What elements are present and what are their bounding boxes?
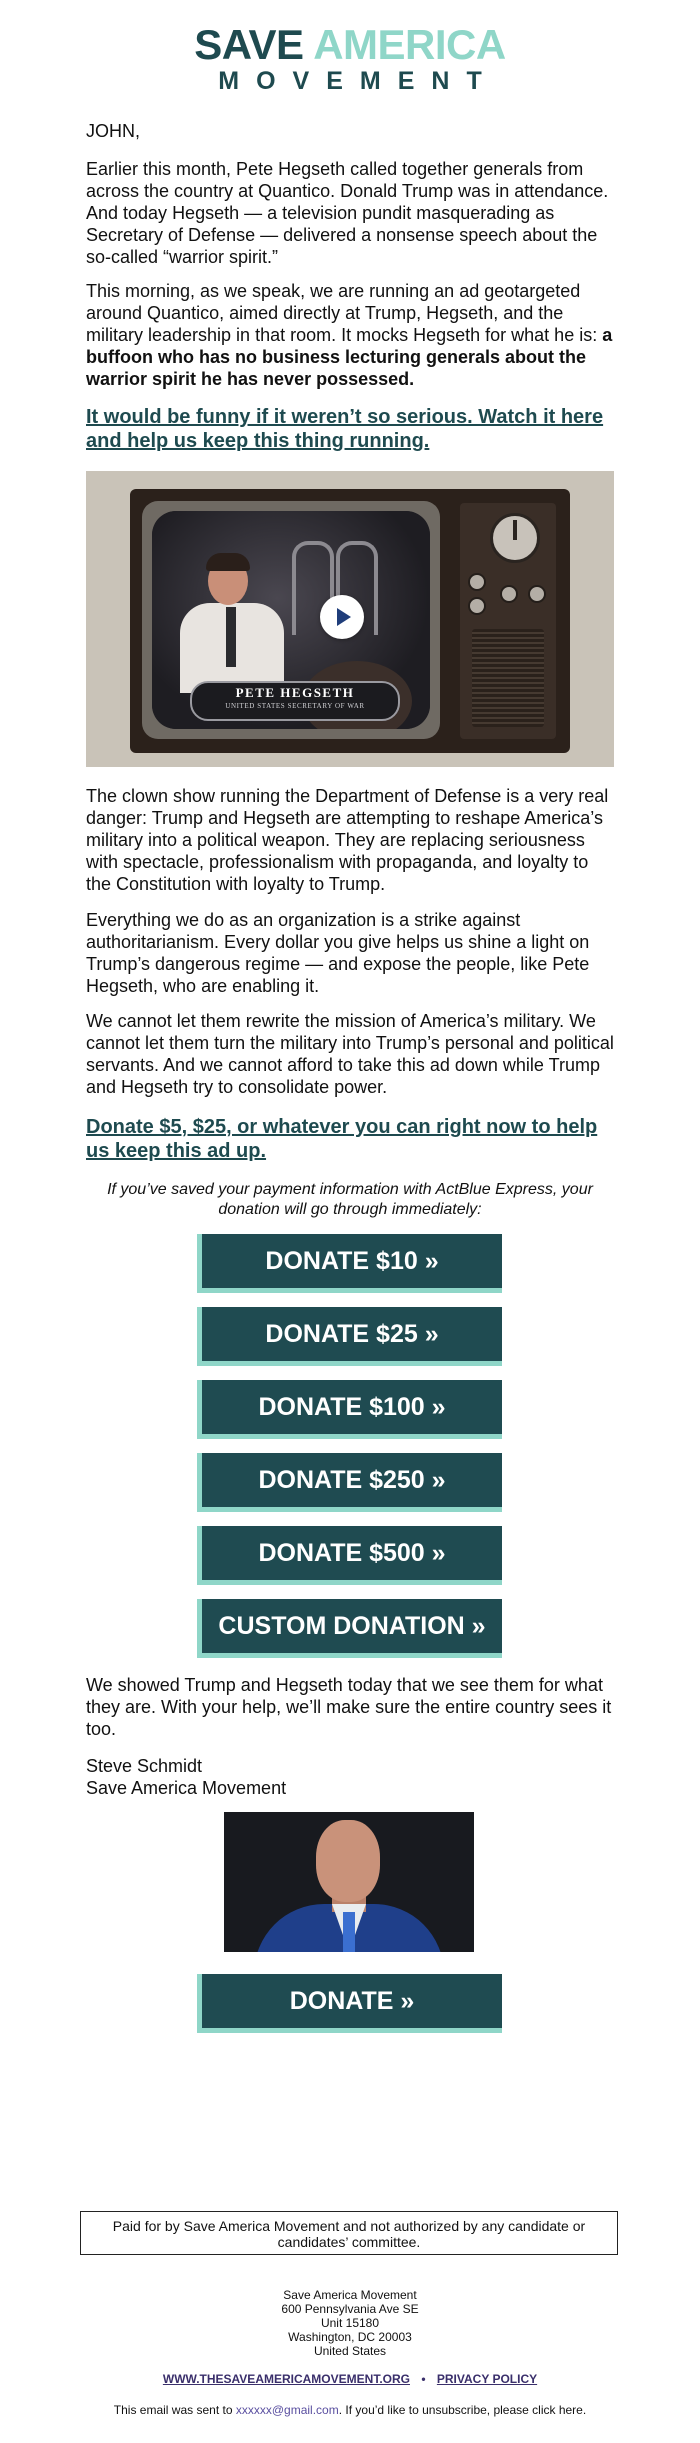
signer-portrait <box>224 1812 474 1952</box>
actblue-note: If you’ve saved your payment information with ActBlue Express, your donation will go through immediately: <box>107 1181 593 1218</box>
footer-links <box>0 2372 700 2386</box>
donate-text-link[interactable]: Donate $5, $25, or whatever you can right now to help us keep this ad up. <box>86 1116 598 1162</box>
mailing-address <box>0 2288 700 2358</box>
donate-button[interactable]: DONATE » <box>197 1974 502 2033</box>
address-line: 600 Pennsylvania Ave SE <box>281 2302 419 2316</box>
watch-link-block <box>86 405 614 453</box>
donate-25-button[interactable]: DONATE $25 » <box>197 1307 502 1366</box>
paragraph-text: This morning, as we speak, we are running an ad geotargeted around Quantico, aimed directly at Trump, Hegseth, and the military leadership in that room. It mocks Hegseth for what he is: <box>86 281 603 345</box>
address-line: Save America Movement <box>283 2288 417 2302</box>
website-link[interactable]: WWW.THESAVEAMERICAMOVEMENT.ORG <box>162 2372 410 2386</box>
greeting: JOHN, <box>86 121 140 141</box>
tv-dial-icon <box>490 513 540 563</box>
paragraph-text: Everything we do as an organization is a strike against authoritarianism. Every dollar you give helps us shine a light on Trump’s dangerous regime — and expose the people, like Pete Hegseth, who are enabling it. <box>86 910 590 996</box>
paragraph-1 <box>86 158 614 268</box>
donate-link-block <box>86 1115 614 1163</box>
greeting-block <box>86 120 614 142</box>
logo-word-america: AMERICA <box>313 21 506 68</box>
unsubscribe-notice: This email was sent to xxxxxx@gmail.com. If you’d like to unsubscribe, please click here. <box>113 2403 587 2417</box>
logo-word-movement: MOVEMENT <box>218 67 499 95</box>
donate-100-button[interactable]: DONATE $100 » <box>197 1380 502 1439</box>
recipient-email[interactable]: xxxxxx@gmail.com <box>235 2403 339 2417</box>
address-line: United States <box>313 2344 387 2358</box>
speaker-grille <box>472 629 544 727</box>
tv-screen <box>152 511 430 729</box>
privacy-policy-link[interactable]: PRIVACY POLICY <box>436 2372 538 2386</box>
watch-ad-link[interactable]: It would be funny if it weren’t so serious. Watch it here and help us keep this thing running. <box>86 406 604 452</box>
paragraph-text: Earlier this month, Pete Hegseth called together generals from across the country at Quantico. Donald Trump was in attendance. And today Hegseth — a television pundit masquerading as Secretary of Defense — delivered a nonsense speech about the so-called “warrior spirit.” <box>86 159 609 267</box>
paragraph-2 <box>86 280 614 390</box>
video-thumbnail[interactable] <box>86 471 614 767</box>
paragraph-text: We cannot let them rewrite the mission of America’s military. We cannot let them turn the military into Trump’s personal and political servants. And we cannot afford to take this ad down while Trump and Hegseth try to consolidate power. <box>86 1011 614 1097</box>
tv-control-panel <box>460 503 556 739</box>
donate-500-button[interactable]: DONATE $500 » <box>197 1526 502 1585</box>
signature <box>86 1755 614 1799</box>
signature-name: Steve Schmidt <box>86 1756 203 1776</box>
lower-third-caption <box>190 681 400 721</box>
donate-10-button[interactable]: DONATE $10 » <box>197 1234 502 1293</box>
signature-org: Save America Movement <box>86 1778 287 1798</box>
address-line: Washington, DC 20003 <box>288 2330 412 2344</box>
paragraph-text: The clown show running the Department of Defense is a very real danger: Trump and Hegseth are attempting to reshape America’s military into a political weapon. They are replacing seriousness with spectacle, professionalism with propaganda, and loyalty to the Constitution with loyalty to Trump. <box>86 786 609 894</box>
paragraph-3 <box>86 785 614 895</box>
unsubscribe-text[interactable]: . If you’d like to unsubscribe, please click here. <box>338 2403 587 2417</box>
lower-third-name: PETE HEGSETH <box>235 685 355 700</box>
paragraph-5 <box>86 1010 614 1098</box>
paragraph-text: We showed Trump and Hegseth today that we see them for what they are. With your help, we’ll make sure the entire country sees it too. <box>86 1675 612 1739</box>
brand-logo <box>0 21 700 95</box>
donate-250-button[interactable]: DONATE $250 » <box>197 1453 502 1512</box>
link-separator: • <box>421 2372 426 2386</box>
logo-word-save: SAVE <box>194 21 304 68</box>
lower-third-role: UNITED STATES SECRETARY OF WAR <box>225 702 365 710</box>
custom-donation-button[interactable]: CUSTOM DONATION » <box>197 1599 502 1658</box>
paid-for-disclaimer: Paid for by Save America Movement and not authorized by any candidate or candidates’ committee. <box>80 2211 618 2255</box>
play-icon[interactable] <box>320 595 364 639</box>
paragraph-bold-text: a buffoon who has no business lecturing generals about the warrior spirit he has never possessed. <box>86 325 613 389</box>
address-line: Unit 15180 <box>320 2316 380 2330</box>
paragraph-4 <box>86 909 614 997</box>
paragraph-6 <box>86 1674 614 1740</box>
